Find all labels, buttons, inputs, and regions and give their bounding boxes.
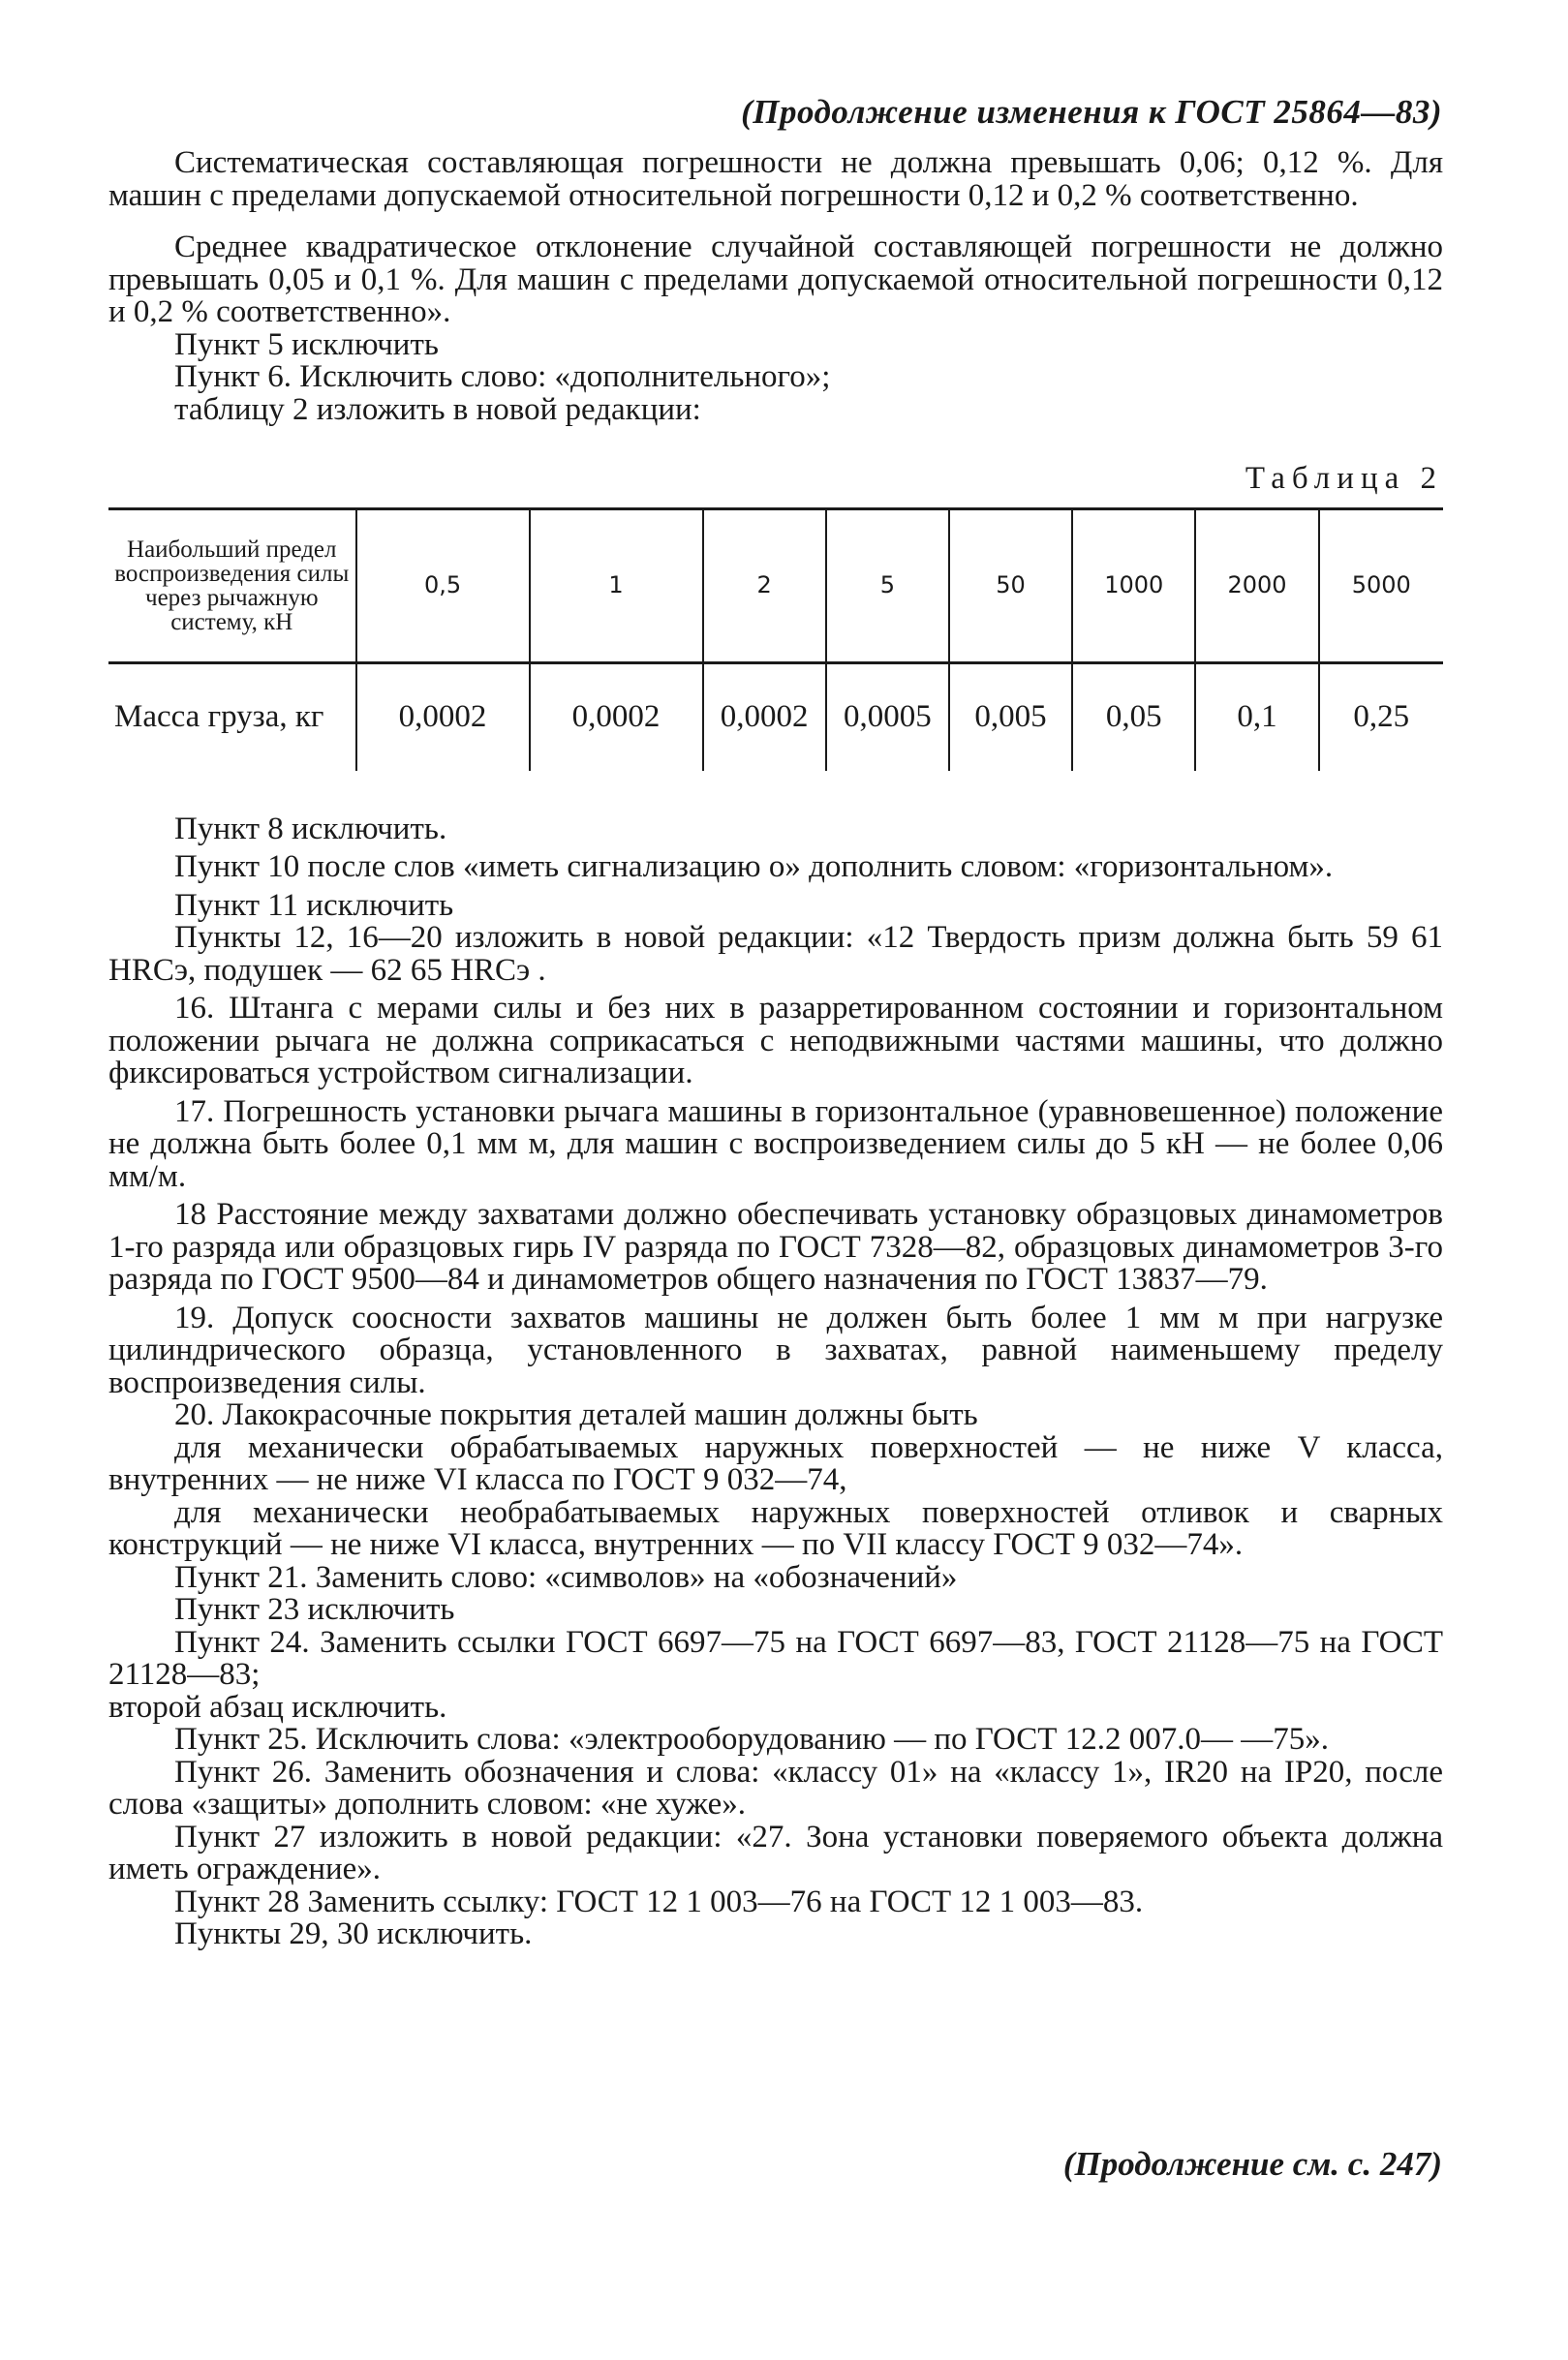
table-header-cell: 5000: [1319, 508, 1443, 662]
paragraph: 17. Погрешность установки рычага машины в горизонтальное (уравновешенное) положение не должна быть более 0,1 мм м, для машин с воспроизведением силы до 5 кН — не более 0,06 мм/м.: [108, 1093, 1443, 1194]
paragraph: Пункты 29, 30 исключить.: [174, 1916, 533, 1951]
paragraph: Среднее квадратическое отклонение случайной составляющей погрешности не должно превышать 0,05 и 0,1 %. Для машин с пределами допускаемой относительной погрешности 0,12 и 0,2 % соответственно».: [108, 230, 1443, 329]
paragraph: Пункт 23 исключить: [174, 1592, 455, 1627]
paragraph: Пункт 5 исключить: [174, 326, 439, 362]
paragraph: Пункты 12, 16—20 изложить в новой редакции: «12 Твердость призм должна быть 59 61 HRCэ, подушек — 62 65 HRCэ .: [108, 920, 1443, 988]
table-cell: 0,0002: [703, 662, 826, 771]
table-header-cell: 1: [530, 508, 703, 662]
table-header-cell: 2: [703, 508, 826, 662]
paragraph: Пункт 6. Исключить слово: «дополнительного»;: [174, 359, 831, 394]
table-header-row: [108, 508, 1443, 662]
paragraph: для механически обрабатываемых наружных поверхностей — не ниже V класса, внутренних — не ниже VI класса по ГОСТ 9 032—74,: [108, 1429, 1443, 1497]
table-cell: 0,005: [949, 662, 1072, 771]
table-row-label: Масса груза, кг: [114, 698, 324, 734]
table-header-cell: Наибольший предел воспроизведения силы через рычажную систему, кН: [108, 508, 356, 662]
paragraph: таблицу 2 изложить в новой редакции:: [174, 391, 701, 427]
paragraph: Пункт 11 исключить: [174, 887, 454, 923]
table-cell: 0,05: [1072, 662, 1195, 771]
table-header-cell: 0,5: [356, 508, 530, 662]
paragraph: 19. Допуск соосности захватов машины не должен быть более 1 мм м при нагрузке цилиндрического образца, установленного в захватах, равной наименьшему пределу воспроизведения силы.: [108, 1300, 1443, 1400]
table-caption: Таблица 2: [1245, 461, 1443, 496]
document-body: [108, 147, 1443, 1951]
paragraph: для механически необрабатываемых наружных поверхностей отливок и сварных конструкций — не ниже VI класса, внутренних — по VII классу ГОСТ 9 032—74».: [108, 1494, 1443, 1562]
table-2: [108, 507, 1443, 771]
table-row: [108, 662, 1443, 771]
paragraph: 16. Штанга с мерами силы и без них в разарретированном состоянии и горизонтальном положении рычага не должна соприкасаться с неподвижными частями машины, что должно фиксироваться устройством сигнализации.: [108, 991, 1443, 1090]
paragraph: Систематическая составляющая погрешности не должна превышать 0,06; 0,12 %. Для машин с пределами допускаемой относительной погрешности 0,12 и 0,2 % соответственно.: [108, 145, 1443, 213]
table-header-cell: 2000: [1195, 508, 1318, 662]
paragraph: Пункт 10 после слов «иметь сигнализацию о» дополнить словом: «горизонтальном».: [174, 849, 1334, 884]
paragraph: 20. Лакокрасочные покрытия деталей машин должны быть: [174, 1397, 978, 1432]
table-cell: 0,1: [1195, 662, 1318, 771]
paragraph: 18 Расстояние между захватами должно обеспечивать установку образцовых динамометров 1-го разряда или образцовых гирь IV разряда по ГОСТ 7328—82, образцовых динамометров 3-го разряда по ГОСТ 9500—84 и динамометров общего назначения по ГОСТ 13837—79.: [108, 1197, 1443, 1297]
table-cell: 0,0002: [530, 662, 703, 771]
table-header-cell: 1000: [1072, 508, 1195, 662]
table-header-cell: 5: [826, 508, 949, 662]
paragraph: Пункт 8 исключить.: [174, 811, 447, 846]
paragraph: Пункт 25. Исключить слова: «электрооборудованию — по ГОСТ 12.2 007.0— —75».: [174, 1722, 1329, 1757]
paragraph: Пункт 21. Заменить слово: «символов» на «обозначений»: [174, 1559, 958, 1595]
paragraph: второй абзац исключить.: [108, 1689, 447, 1725]
table-header-cell: 50: [949, 508, 1072, 662]
paragraphs-after-table: [108, 813, 1443, 1951]
paragraph: Пункт 28 Заменить ссылку: ГОСТ 12 1 003—76 на ГОСТ 12 1 003—83.: [174, 1884, 1144, 1919]
table-cell: 0,0002: [356, 662, 530, 771]
paragraph: Пункт 26. Заменить обозначения и слова: «классу 01» на «классу 1», IR20 на IP20, после слова «защиты» дополнить словом: «не хуже».: [108, 1754, 1443, 1822]
paragraph: Пункт 27 изложить в новой редакции: «27. Зона установки поверяемого объекта должна иметь ограждение».: [108, 1819, 1443, 1886]
page-footer: (Продолжение см. с. 247): [1062, 2145, 1442, 2183]
table-cell: 0,0005: [826, 662, 949, 771]
paragraph: Пункт 24. Заменить ссылки ГОСТ 6697—75 на ГОСТ 6697—83, ГОСТ 21128—75 на ГОСТ 21128—83;: [108, 1624, 1443, 1692]
page-header: (Продолжение изменения к ГОСТ 25864—83): [741, 93, 1442, 131]
table-cell: 0,25: [1319, 662, 1443, 771]
